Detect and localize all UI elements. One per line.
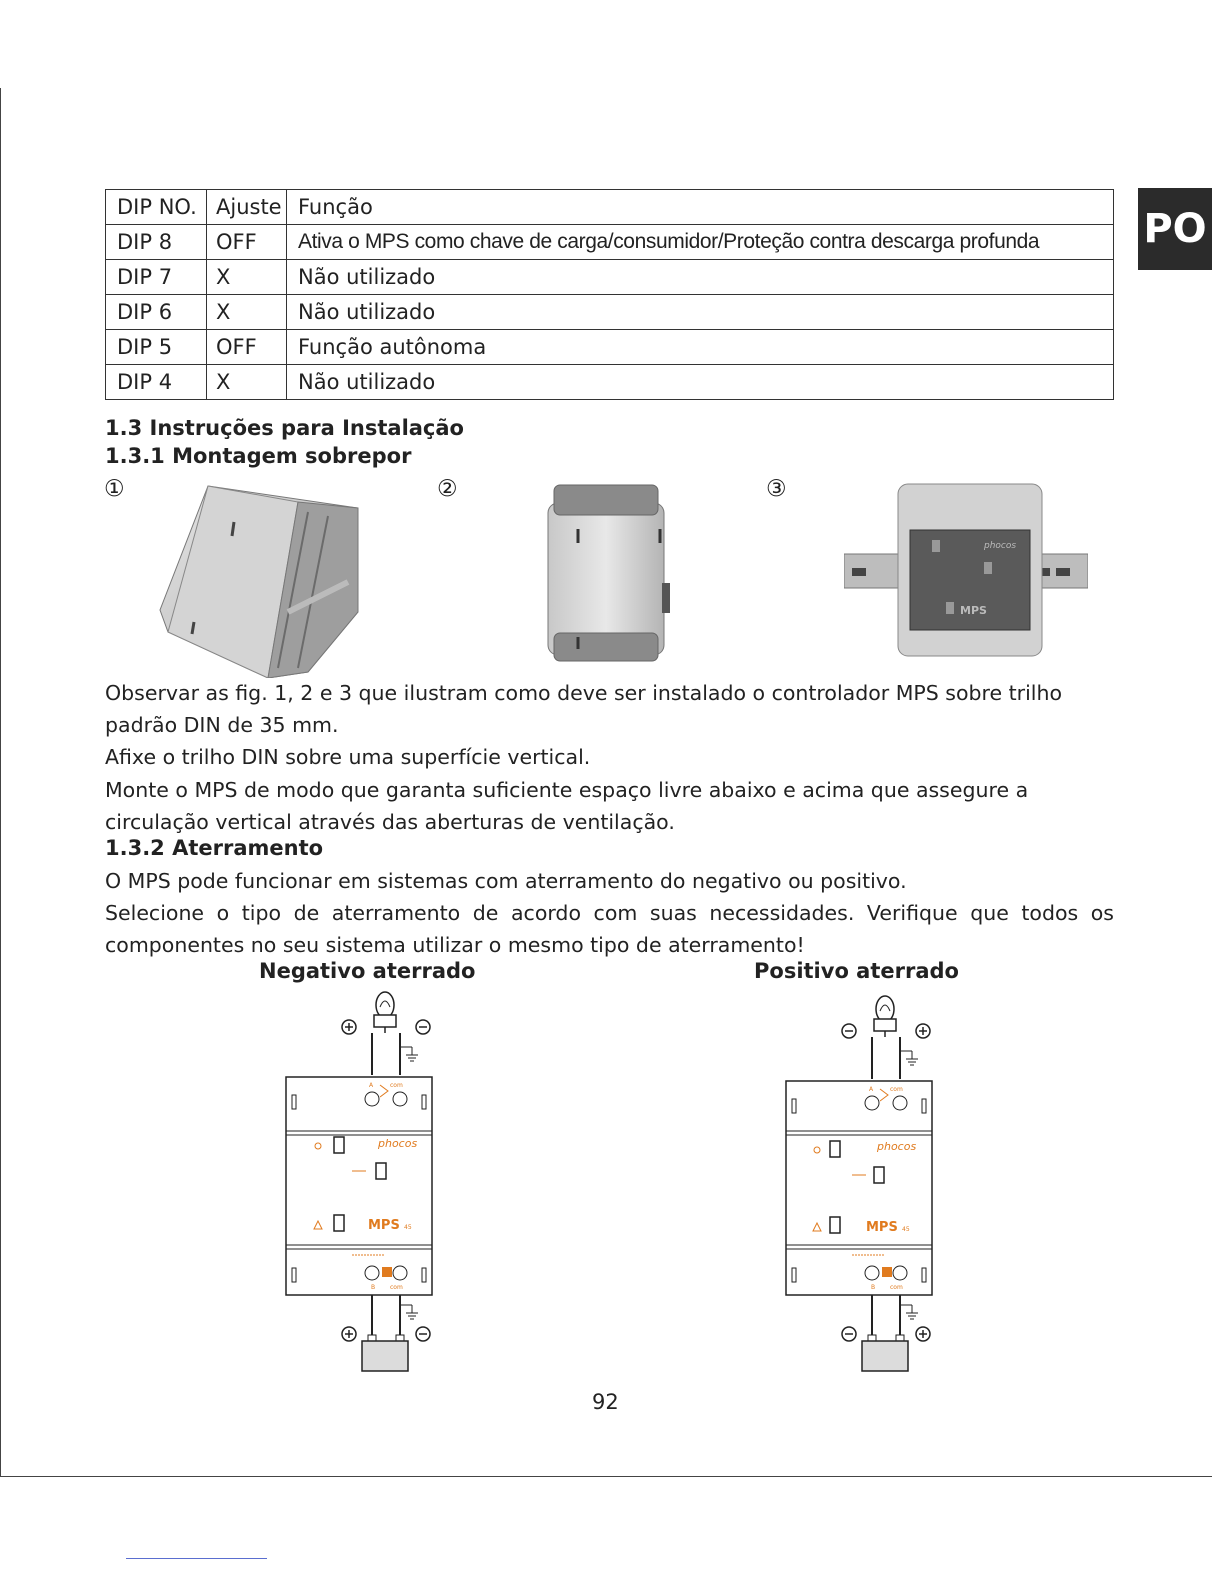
table-cell: DIP 4 [106, 365, 207, 400]
mounting-photo-2 [540, 483, 672, 663]
language-tab: PO [1138, 188, 1212, 270]
svg-text:B: B [871, 1284, 876, 1291]
brand-label: phocos [877, 1140, 917, 1153]
battery-icon [862, 1341, 908, 1371]
svg-text:B: B [371, 1284, 376, 1291]
table-header-cell: Função [287, 190, 1114, 225]
svg-text:A: A [369, 1082, 374, 1089]
section-heading-1-3: 1.3 Instruções para Instalação [105, 416, 464, 440]
mounting-photo-3 [844, 478, 1088, 662]
section-heading-1-3-1: 1.3.1 Montagem sobrepor [105, 444, 412, 468]
table-row [106, 365, 1114, 400]
footnote-rule [126, 1558, 267, 1559]
table-cell: X [207, 295, 287, 330]
table-cell: DIP 7 [106, 260, 207, 295]
section-heading-1-3-2: 1.3.2 Aterramento [105, 836, 324, 860]
photo-brand-label: phocos [984, 541, 1017, 551]
table-cell: Não utilizado [287, 365, 1114, 400]
ground-icon [900, 1051, 918, 1065]
table-cell: Ativa o MPS como chave de carga/consumidor/Proteção contra descarga profunda [287, 225, 1114, 260]
diagram-title-negative: Negativo aterrado [259, 959, 476, 983]
paragraph-line: padrão DIN de 35 mm. [105, 713, 339, 737]
table-row [106, 225, 1114, 260]
svg-text:com: com [890, 1086, 903, 1093]
table-row [106, 330, 1114, 365]
svg-text:com: com [890, 1284, 903, 1291]
paragraph-line: componentes no seu sistema utilizar o mesmo tipo de aterramento! [105, 933, 805, 957]
photo-model-label: MPS [960, 604, 987, 617]
dip-switch-table [105, 189, 1114, 400]
table-cell: Não utilizado [287, 260, 1114, 295]
lamp-icon [374, 992, 396, 1033]
table-cell: OFF [207, 330, 287, 365]
svg-text:com: com [390, 1284, 403, 1291]
table-cell: X [207, 365, 287, 400]
bottom-margin-rule [0, 1476, 1212, 1477]
svg-text:A: A [869, 1086, 874, 1093]
paragraph-line: Observar as fig. 1, 2 e 3 que ilustram como deve ser instalado o controlador MPS sobre trilho [105, 681, 1063, 705]
table-cell: DIP 6 [106, 295, 207, 330]
figure-number-2: ② [437, 476, 458, 502]
svg-text:45: 45 [404, 1224, 412, 1231]
table-cell: X [207, 260, 287, 295]
table-row [106, 260, 1114, 295]
table-cell: DIP 8 [106, 225, 207, 260]
paragraph-line: Afixe o trilho DIN sobre uma superfície vertical. [105, 745, 591, 769]
left-margin-rule [0, 88, 1, 1476]
model-label: MPS [368, 1218, 400, 1233]
positive-grounded-diagram [780, 989, 940, 1381]
lamp-icon [874, 996, 896, 1037]
battery-icon [362, 1341, 408, 1371]
table-cell: Função autônoma [287, 330, 1114, 365]
svg-text:45: 45 [902, 1226, 910, 1233]
paragraph-line: Monte o MPS de modo que garanta suficiente espaço livre abaixo e acima que assegure a [105, 778, 1029, 802]
table-cell: DIP 5 [106, 330, 207, 365]
table-header-cell: DIP NO. [106, 190, 207, 225]
svg-text:com: com [390, 1082, 403, 1089]
table-header-cell: Ajuste [207, 190, 287, 225]
table-row [106, 295, 1114, 330]
page-number: 92 [592, 1390, 619, 1414]
figure-number-1: ① [104, 476, 125, 502]
ground-icon [900, 1305, 918, 1319]
table-header-row [106, 190, 1114, 225]
mounting-photo-1 [158, 482, 366, 678]
negative-grounded-diagram [280, 985, 440, 1377]
table-cell: OFF [207, 225, 287, 260]
table-cell: Não utilizado [287, 295, 1114, 330]
brand-label: phocos [378, 1137, 418, 1150]
diagram-title-positive: Positivo aterrado [754, 959, 959, 983]
paragraph-line: circulação vertical através das aberturas de ventilação. [105, 810, 675, 834]
figure-number-3: ③ [766, 476, 787, 502]
ground-icon [400, 1305, 418, 1319]
paragraph-line: Selecione o tipo de aterramento de acordo com suas necessidades. Verifique que todos os [105, 901, 1114, 925]
paragraph-line: O MPS pode funcionar em sistemas com aterramento do negativo ou positivo. [105, 869, 907, 893]
ground-icon [400, 1047, 418, 1061]
model-label: MPS [866, 1220, 898, 1235]
